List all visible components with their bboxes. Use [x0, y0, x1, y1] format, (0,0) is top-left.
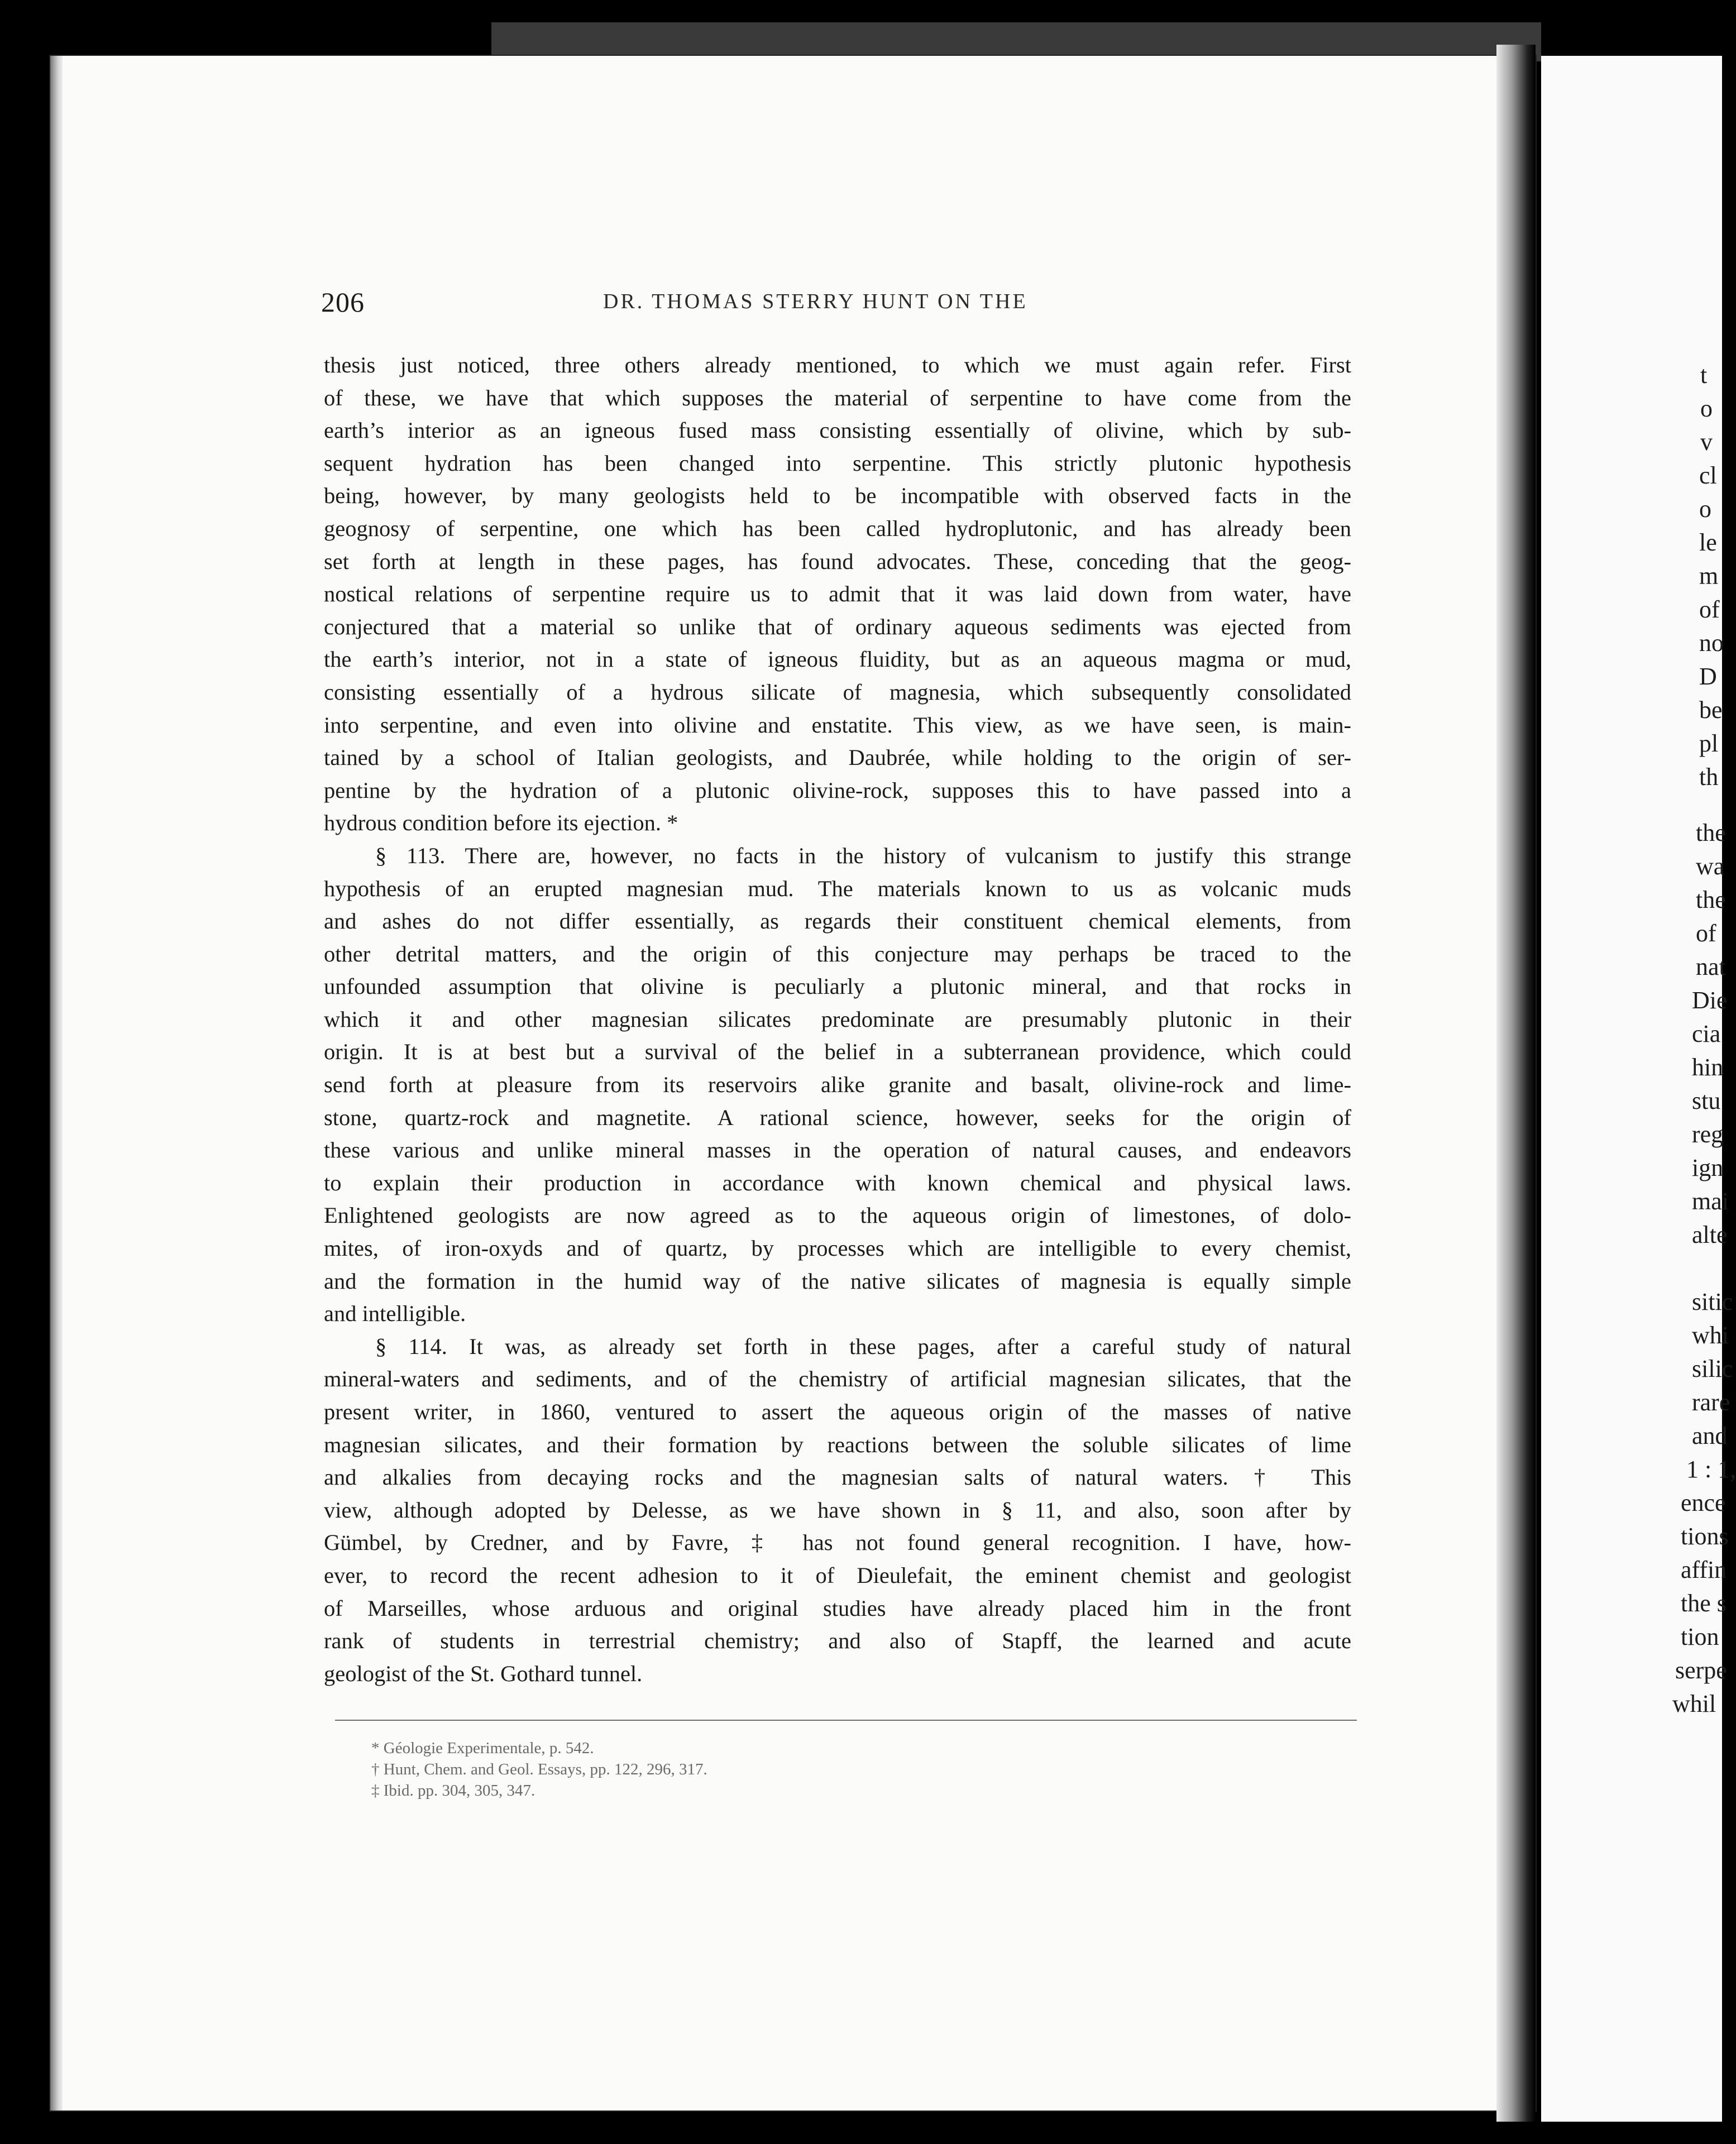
text-line: rank of students in terrestrial chemistry; and also of Stapff, the learned and acute: [324, 1628, 1351, 1654]
facing-page-text-fragment: ence: [1681, 1489, 1726, 1516]
facing-page-text-fragment: reg: [1692, 1121, 1724, 1148]
text-line: of Marseilles, whose arduous and original studies have already placed him in the front: [324, 1595, 1351, 1621]
text-line: being, however, by many geologists held to be incompatible with observed facts in the: [324, 483, 1351, 509]
text-line: tained by a school of Italian geologists, and Daubrée, while holding to the origin of ser-: [324, 745, 1351, 770]
facing-page-text-fragment: sitic: [1692, 1288, 1733, 1315]
text-line: which it and other magnesian silicates predominate are presumably plutonic in their: [324, 1006, 1351, 1032]
footnote-rule: [335, 1720, 1357, 1721]
text-line: and alkalies from decaying rocks and the magnesian salts of natural waters. † This: [324, 1465, 1351, 1490]
text-line: these various and unlike mineral masses in the operation of natural causes, and endeavors: [324, 1137, 1351, 1163]
facing-page-text-fragment: silic: [1692, 1355, 1733, 1382]
text-line: nostical relations of serpentine require us to admit that it was laid down from water, have: [324, 581, 1351, 607]
text-line: thesis just noticed, three others already mentioned, to which we must again refer. First: [324, 352, 1351, 377]
book-gutter: [1496, 45, 1536, 2122]
facing-page-text-fragment: whi: [1692, 1322, 1729, 1349]
facing-page-text-fragment: and: [1692, 1422, 1728, 1449]
running-head: [321, 286, 1348, 319]
text-line: hydrous condition before its ejection. *: [324, 810, 678, 836]
facing-page-text-fragment: ign: [1692, 1154, 1724, 1181]
text-line: to explain their production in accordance with known chemical and physical laws.: [324, 1170, 1351, 1195]
facing-page-fragment: [1541, 56, 1736, 2122]
text-line: earth’s interior as an igneous fused mass consisting essentially of olivine, which by sub-: [324, 418, 1351, 443]
text-line: sequent hydration has been changed into serpentine. This strictly plutonic hypothesis: [324, 450, 1351, 476]
footnote: † Hunt, Chem. and Geol. Essays, pp. 122, 296, 317.: [371, 1760, 707, 1778]
facing-page-text-fragment: of: [1699, 596, 1720, 623]
text-line: stone, quartz-rock and magnetite. A rational science, however, seeks for the origin of: [324, 1104, 1351, 1130]
facing-page-text-fragment: o: [1699, 495, 1711, 523]
text-line: and the formation in the humid way of the native silicates of magnesia is equally simple: [324, 1268, 1351, 1294]
text-line: geognosy of serpentine, one which has been called hydroplutonic, and has already been: [324, 515, 1351, 541]
facing-page-text-fragment: serpe: [1675, 1657, 1727, 1684]
text-line: mineral-waters and sediments, and of the chemistry of artificial magnesian silicates, that the: [324, 1366, 1351, 1392]
facing-page-text-fragment: the: [1696, 886, 1726, 913]
footnote: * Géologie Experimentale, p. 542.: [371, 1739, 594, 1757]
facing-page-text-fragment: be: [1699, 696, 1723, 724]
facing-page-text-fragment: nat: [1696, 953, 1726, 980]
text-line: ever, to record the recent adhesion to it of Dieulefait, the eminent chemist and geologist: [324, 1562, 1351, 1588]
footnotes: [371, 1738, 1209, 1801]
facing-page-text-fragment: rare: [1692, 1389, 1730, 1416]
facing-page-text-fragment: t: [1700, 361, 1708, 389]
text-line: and intelligible.: [324, 1301, 466, 1327]
text-line: the earth’s interior, not in a state of igneous fluidity, but as an aqueous magma or mud,: [324, 647, 1351, 672]
text-line: of these, we have that which supposes the material of serpentine to have come from the: [324, 385, 1351, 410]
text-line: consisting essentially of a hydrous silicate of magnesia, which subsequently consolidated: [324, 679, 1351, 705]
text-line: present writer, in 1860, ventured to assert the aqueous origin of the masses of native: [324, 1399, 1351, 1424]
facing-page-text-fragment: m: [1699, 562, 1719, 590]
facing-page-text-fragment: the s: [1681, 1590, 1727, 1617]
facing-page-text-fragment: no: [1699, 629, 1724, 657]
text-line: set forth at length in these pages, has found advocates. These, conceding that the geog-: [324, 548, 1351, 574]
page-binding-edge: [50, 56, 63, 2110]
text-line: view, although adopted by Delesse, as we have shown in § 11, and also, soon after by: [324, 1497, 1351, 1523]
facing-page-text-fragment: the: [1696, 819, 1726, 846]
facing-page-text-fragment: o: [1700, 395, 1713, 422]
text-line: into serpentine, and even into olivine and enstatite. This view, as we have seen, is main-: [324, 712, 1351, 738]
text-line: hypothesis of an erupted magnesian mud. The materials known to us as volcanic muds: [324, 875, 1351, 901]
text-line: and ashes do not differ essentially, as regards their constituent chemical elements, from: [324, 908, 1351, 934]
facing-page-text-fragment: alte: [1692, 1221, 1728, 1248]
facing-page-text-fragment: le: [1699, 529, 1717, 556]
facing-page-text-fragment: stu: [1692, 1087, 1721, 1114]
facing-page-text-fragment: tions: [1681, 1523, 1729, 1550]
text-line: Gümbel, by Credner, and by Favre, ‡ has not found general recognition. I have, how-: [324, 1530, 1351, 1556]
text-line: pentine by the hydration of a plutonic olivine-rock, supposes this to have passed into a: [324, 777, 1351, 803]
facing-page-text-fragment: mai: [1692, 1188, 1729, 1215]
text-line: § 113. There are, however, no facts in the history of vulcanism to justify this strange: [375, 843, 1351, 868]
facing-page-text-fragment: 1 : 1,: [1686, 1456, 1736, 1483]
facing-page-text-fragment: wa: [1696, 853, 1725, 880]
text-line: geologist of the St. Gothard tunnel.: [324, 1660, 643, 1686]
text-line: other detrital matters, and the origin of this conjecture may perhaps be traced to the: [324, 941, 1351, 966]
footnote: ‡ Ibid. pp. 304, 305, 347.: [371, 1782, 535, 1800]
facing-page-text-fragment: of: [1696, 920, 1716, 947]
text-line: Enlightened geologists are now agreed as to the aqueous origin of limestones, of dolo-: [324, 1203, 1351, 1228]
facing-page-text-fragment: affin: [1681, 1556, 1727, 1583]
facing-page-text-fragment: pl: [1699, 730, 1719, 757]
page-number: 206: [321, 286, 365, 318]
facing-page-text-fragment: whil: [1672, 1690, 1716, 1717]
facing-page-text-fragment: hin: [1692, 1054, 1724, 1081]
text-line: send forth at pleasure from its reservoirs alike granite and basalt, olivine-rock and lime-: [324, 1072, 1351, 1098]
facing-page-text-fragment: cl: [1699, 462, 1717, 489]
text-line: conjectured that a material so unlike that of ordinary aqueous sediments was ejected from: [324, 614, 1351, 639]
facing-page-text-fragment: cia: [1692, 1020, 1721, 1047]
text-line: mites, of iron-oxyds and of quartz, by processes which are intelligible to every chemist,: [324, 1236, 1351, 1261]
text-line: origin. It is at best but a survival of the belief in a subterranean providence, which could: [324, 1039, 1351, 1065]
facing-page-text-fragment: tion: [1681, 1623, 1719, 1650]
facing-page-text-fragment: v: [1700, 428, 1713, 456]
facing-page-text-fragment: D: [1699, 663, 1717, 690]
facing-page-text-fragment: Die: [1692, 987, 1728, 1014]
running-title: DR. THOMAS STERRY HUNT ON THE: [603, 290, 1028, 313]
facing-page-text-fragment: th: [1699, 763, 1719, 791]
text-line: magnesian silicates, and their formation by reactions between the soluble silicates of lime: [324, 1432, 1351, 1457]
body-text: [324, 349, 1351, 1690]
text-line: unfounded assumption that olivine is peculiarly a plutonic mineral, and that rocks in: [324, 974, 1351, 999]
text-line: § 114. It was, as already set forth in these pages, after a careful study of natural: [375, 1333, 1351, 1359]
